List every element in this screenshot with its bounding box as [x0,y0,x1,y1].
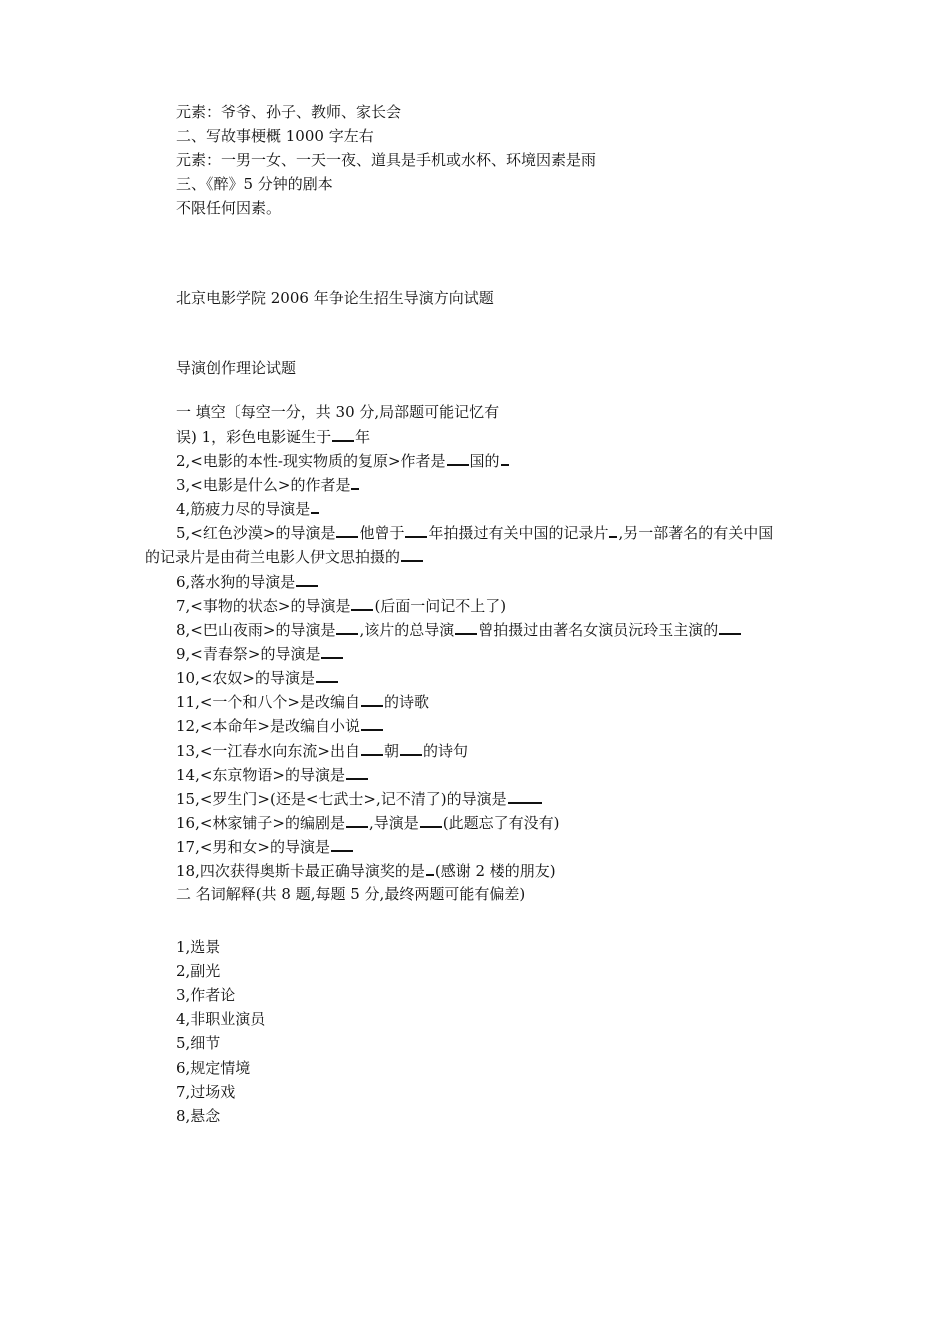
question-4 [176,498,320,519]
question-text: 10,<农奴>的导演是 [176,669,315,687]
answer-blank [321,643,343,659]
answer-blank [400,740,422,756]
text-line: 元素：爷爷、孙子、教师、家长会 [176,103,402,121]
answer-blank [351,474,359,490]
subject-title: 导演创作理论试题 [176,359,297,377]
question-2 [176,450,510,471]
answer-blank [426,860,434,876]
question-text: ,另一部著名的有关中国 [618,524,774,542]
question-8 [176,619,742,640]
question-text: 15,<罗生门>(还是<七武士>,记不清了)的导演是 [176,790,507,808]
question-14 [176,764,369,785]
question-10 [176,667,339,688]
answer-blank [346,812,368,828]
answer-blank [336,522,358,538]
answer-blank [455,619,477,635]
question-text: (感谢 2 楼的朋友) [434,862,556,880]
answer-blank [361,740,383,756]
answer-blank [609,522,617,538]
answer-blank [351,595,373,611]
question-17 [176,836,354,857]
text-line: 元素：一男一女、一天一夜、道具是手机或水杯、环境因素是雨 [176,151,597,169]
question-text: 曾拍摄过由著名女演员沅玲玉主演的 [478,621,719,639]
answer-blank [501,450,509,466]
question-5-continued [145,546,424,567]
question-text: 他曾于 [359,524,405,542]
term-item: 2,副光 [176,962,221,980]
term-item: 3,作者论 [176,986,236,1004]
section2-heading: 二 名词解释(共 8 题,每题 5 分,最终两题可能有偏差) [176,885,526,903]
question-text: 9,<青春祭>的导演是 [176,645,321,663]
question-text: 朝 [384,742,400,760]
question-text: 的诗歌 [384,693,430,711]
text-line: 二、写故事梗概 1000 字左右 [176,127,374,145]
term-item: 8,悬念 [176,1107,221,1125]
question-text: 8,<巴山夜雨>的导演是 [176,621,336,639]
question-text: (此题忘了有没有) [442,814,560,832]
question-text: 12,<本命年>是改编自小说 [176,717,360,735]
exam-title: 北京电影学院 2006 年争论生招生导演方向试题 [176,289,494,307]
question-text: ,导演是 [369,814,419,832]
answer-blank [508,788,542,804]
question-6 [176,571,319,592]
question-text: 7,<事物的状态>的导演是 [176,597,351,615]
question-15 [176,788,543,809]
question-11 [176,691,429,712]
answer-blank [719,619,741,635]
answer-blank [331,836,353,852]
question-text: 6,落水狗的导演是 [176,573,296,591]
term-item: 6,规定情境 [176,1059,251,1077]
term-item: 1,选景 [176,938,221,956]
question-text: 17,<男和女>的导演是 [176,838,330,856]
question-text: 2,<电影的本性-现实物质的复原>作者是 [176,452,446,470]
answer-blank [405,522,427,538]
section1-heading: 一 填空〔每空一分，共 30 分,局部题可能记忆有 [176,403,500,421]
question-text: 5,<红色沙漠>的导演是 [176,524,336,542]
question-12 [176,715,384,736]
text-line: 不限任何因素。 [176,199,282,217]
question-text: (后面一问记不上了) [374,597,507,615]
question-text: 11,<一个和八个>是改编自 [176,693,360,711]
question-text: 年 [355,428,371,446]
question-text: 国的 [469,452,500,470]
question-text: 18,四次获得奥斯卡最正确导演奖的是 [176,862,425,880]
question-text: ,该片的总导演 [359,621,455,639]
answer-blank [361,691,383,707]
answer-blank [401,546,423,562]
term-item: 4,非职业演员 [176,1010,266,1028]
question-text: 16,<林家铺子>的编剧是 [176,814,345,832]
question-16 [176,812,560,833]
answer-blank [296,571,318,587]
answer-blank [336,619,358,635]
answer-blank [447,450,469,466]
term-item: 5,细节 [176,1034,221,1052]
answer-blank [311,498,319,514]
term-item: 7,过场戏 [176,1083,236,1101]
answer-blank [316,667,338,683]
text-line: 三、《醉》5 分钟的剧本 [176,175,333,193]
question-9 [176,643,344,664]
question-text: 14,<东京物语>的导演是 [176,766,345,784]
question-text: 3,<电影是什么>的作者是 [176,476,351,494]
question-7 [176,595,506,616]
question-3 [176,474,360,495]
question-text: 4,筋疲力尽的导演是 [176,500,311,518]
question-text: 误) 1，彩色电影诞生于 [176,428,332,446]
answer-blank [346,764,368,780]
question-text: 年拍摄过有关中国的记录片 [428,524,609,542]
question-1 [176,426,370,447]
answer-blank [332,426,354,442]
answer-blank [420,812,442,828]
question-5 [176,522,773,543]
answer-blank [361,715,383,731]
question-text: 13,<一江春水向东流>出自 [176,742,360,760]
question-text: 的诗句 [423,742,469,760]
question-18 [176,860,556,881]
question-text: 的记录片是由荷兰电影人伊文思拍摄的 [145,548,401,566]
question-13 [176,740,468,761]
